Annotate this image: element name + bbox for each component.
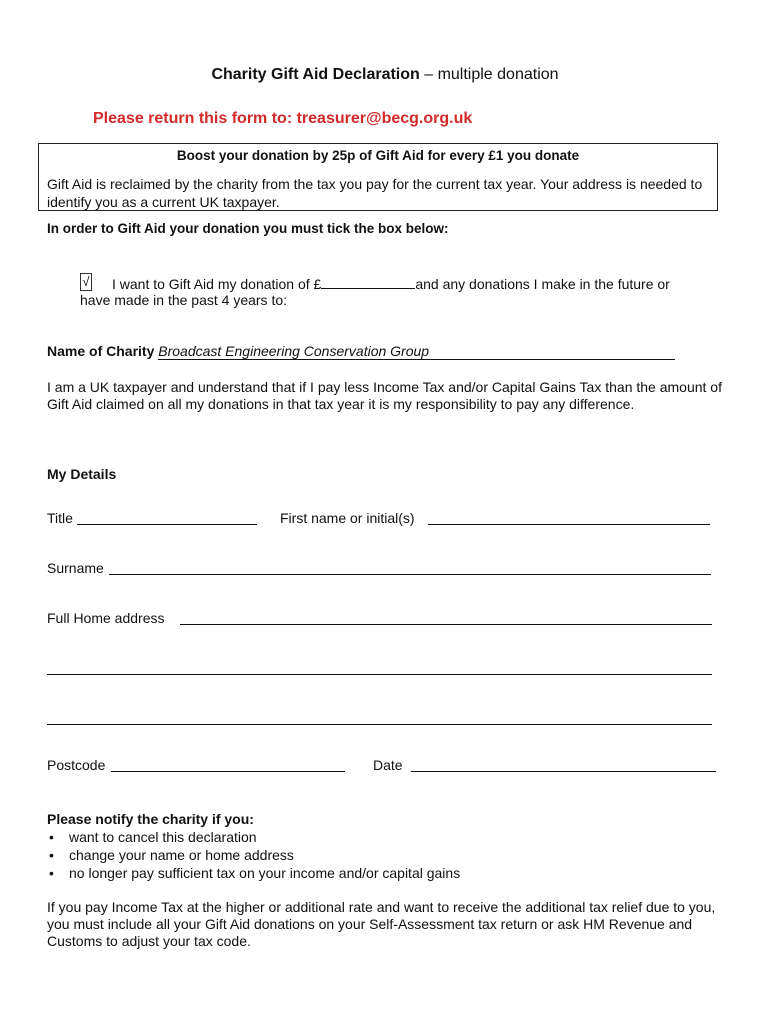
tick-instruction: In order to Gift Aid your donation you must tick the box below: — [47, 221, 449, 236]
donation-amount-field[interactable] — [321, 274, 415, 289]
first-name-label: First name or initial(s) — [280, 510, 415, 526]
surname-field[interactable] — [109, 560, 711, 575]
boost-box — [38, 143, 718, 211]
higher-rate-note: If you pay Income Tax at the higher or additional rate and want to receive the additional tax relief due to you, you must include all your Gift Aid donations on your Self-Assessment tax return or ask HM Revenue and Customs to adjust your tax code. — [47, 899, 716, 949]
charity-name-value: Broadcast Engineering Conservation Group — [158, 343, 430, 359]
notify-item: • no longer pay sufficient tax on your income and/or capital gains — [47, 864, 460, 882]
declaration-text-before: I want to Gift Aid my donation of £ — [112, 276, 322, 292]
address-field-line1[interactable] — [180, 610, 712, 625]
taxpayer-statement: I am a UK taxpayer and understand that if I pay less Income Tax and/or Capital Gains Tax than the amount of Gift Aid claimed on all my donations in that tax year it is my responsibility to pay any difference. — [47, 379, 722, 412]
form-title-bold: Charity Gift Aid Declaration — [211, 66, 420, 83]
notify-item: • want to cancel this declaration — [47, 828, 460, 846]
address-field-line3[interactable] — [47, 710, 712, 725]
declaration-line2: have made in the past 4 years to: — [80, 292, 288, 308]
charity-name-field[interactable] — [158, 343, 675, 360]
declaration-text — [112, 274, 670, 292]
notify-item: • change your name or home address — [47, 846, 460, 864]
date-label: Date — [373, 757, 403, 773]
first-name-field[interactable] — [428, 510, 710, 525]
my-details-heading: My Details — [47, 466, 117, 482]
form-title-rest: – multiple donation — [419, 66, 559, 83]
return-instruction: Please return this form to: treasurer@becg.org.uk — [93, 110, 473, 127]
address-field-line2[interactable] — [47, 660, 712, 675]
postcode-label: Postcode — [47, 757, 106, 773]
title-field[interactable] — [77, 510, 257, 525]
charity-label: Name of Charity — [47, 343, 155, 359]
gift-aid-checkbox[interactable]: √ — [80, 273, 92, 291]
form-title — [0, 66, 770, 84]
notify-list — [47, 828, 460, 882]
boost-heading: Boost your donation by 25p of Gift Aid for every £1 you donate — [176, 148, 580, 163]
charity-row — [47, 343, 675, 360]
postcode-field[interactable] — [111, 757, 345, 772]
surname-label: Surname — [47, 560, 104, 576]
notify-heading: Please notify the charity if you: — [47, 811, 254, 827]
title-label: Title — [47, 510, 73, 526]
declaration-text-after: and any donations I make in the future or — [415, 276, 670, 292]
address-label: Full Home address — [47, 610, 165, 626]
boost-body: Gift Aid is reclaimed by the charity from the tax you pay for the current tax year. Your address is needed to identify you as a current UK taxpayer. — [47, 176, 703, 210]
date-field[interactable] — [411, 757, 716, 772]
